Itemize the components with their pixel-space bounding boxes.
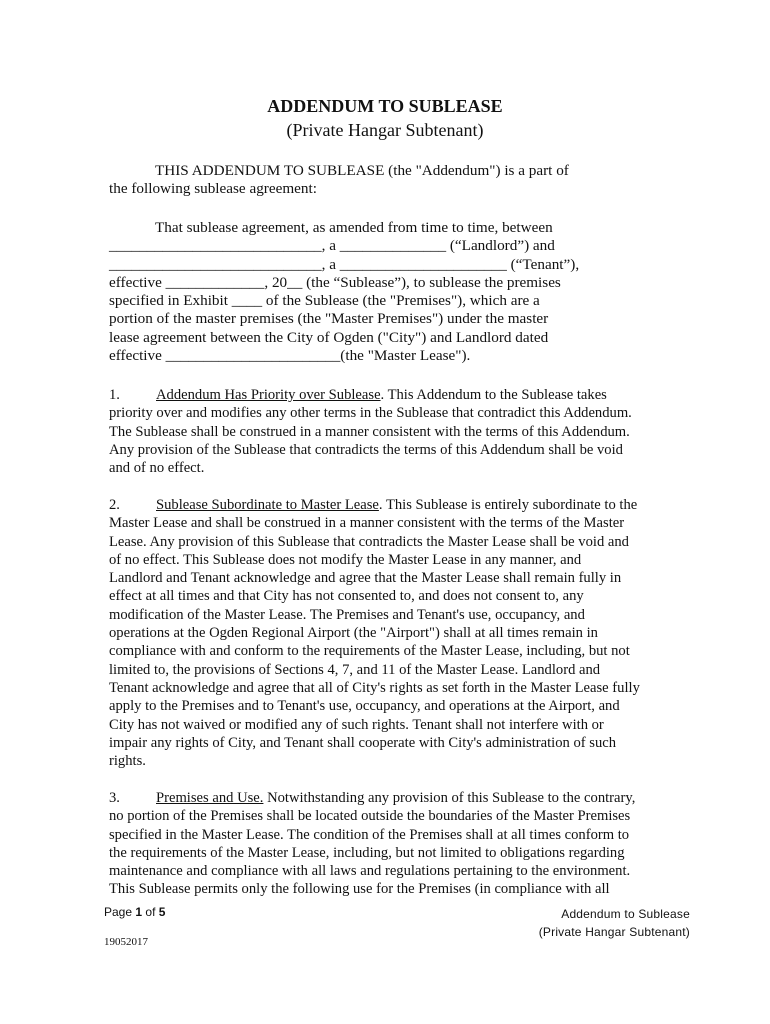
section-line: Lease. Any provision of this Sublease that contradicts the Master Lease shall be void and [109, 533, 629, 550]
section-line: priority over and modifies any other terms in the Sublease that contradict this Addendum. [109, 405, 632, 422]
page-indicator [104, 905, 165, 919]
intro-line: THIS ADDENDUM TO SUBLEASE (the "Addendum") is a part of [155, 162, 569, 179]
section-line: no portion of the Premises shall be located outside the boundaries of the Master Premises [109, 808, 631, 825]
parties-paragraph [109, 219, 669, 365]
section-line: This Sublease permits only the following use for the Premises (in compliance with all [109, 881, 610, 898]
parties-line: portion of the master premises (the "Master Premises") under the master [109, 310, 549, 328]
section-line: rights. [109, 753, 146, 770]
section-line: the requirements of the Master Lease, including, but not limited to obligations regarding [109, 844, 625, 861]
section-line: operations at the Ogden Regional Airport (the "Airport") shall at all times remain in [109, 625, 598, 642]
section-line: modification of the Master Lease. The Premises and Tenant's use, occupancy, and [109, 606, 585, 623]
parties-line: specified in Exhibit ____ of the Sublease (the "Premises"), which are a [109, 292, 540, 310]
section-1 [109, 386, 669, 477]
section-heading: Addendum Has Priority over Sublease [156, 387, 381, 403]
section-line: Tenant acknowledge and agree that all of City's rights as set forth in the Master Lease fully [109, 679, 640, 696]
section-2 [109, 496, 669, 770]
section-heading: Premises and Use. [156, 790, 264, 806]
section-number: 1. [109, 387, 120, 403]
section-line: of no effect. This Sublease does not modify the Master Lease in any manner, and [109, 551, 582, 568]
section-line: effect at all times and that City has not consented to, and does not consent to, any [109, 588, 584, 605]
parties-line: ____________________________, a ______________________ (“Tenant”), [109, 255, 580, 273]
section-line: City has not waived or modified any of such rights. Tenant shall not interfere with or [109, 716, 604, 733]
section-line: Landlord and Tenant acknowledge and agree that the Master Lease shall remain fully in [109, 570, 622, 587]
section-text: . This Sublease is entirely subordinate to the [378, 497, 638, 513]
footer-title-line: Addendum to Sublease [561, 907, 690, 921]
footer-running-title [539, 905, 690, 941]
parties-line: effective _______________________(the "Master Lease"). [109, 347, 471, 365]
section-line: specified in the Master Lease. The condition of the Premises shall at all times conform to [109, 826, 630, 843]
document-subtitle: (Private Hangar Subtenant) [286, 120, 484, 140]
section-line: Any provision of the Sublease that contradicts the terms of this Addendum shall be void [109, 441, 623, 458]
parties-line: That sublease agreement, as amended from time to time, between [155, 219, 553, 236]
section-heading: Sublease Subordinate to Master Lease [156, 497, 379, 513]
section-text: Notwithstanding any provision of this Sublease to the contrary, [263, 790, 636, 806]
document-title: ADDENDUM TO SUBLEASE [267, 96, 503, 116]
page-word: Page [104, 905, 133, 919]
section-3 [109, 789, 669, 899]
parties-line: effective _____________, 20__ (the “Sublease”), to sublease the premises [109, 273, 561, 291]
section-number: 2. [109, 497, 120, 513]
section-line: Master Lease and shall be construed in a manner consistent with the terms of the Master [109, 515, 625, 532]
document-number: 19052017 [104, 936, 148, 948]
footer-subtitle-line: (Private Hangar Subtenant) [538, 925, 690, 939]
intro-paragraph [109, 162, 669, 199]
parties-line: ____________________________, a ______________ (“Landlord”) and [109, 237, 555, 255]
section-line: limited to, the provisions of Sections 4, 7, and 11 of the Master Lease. Landlord and [109, 661, 601, 678]
section-line: maintenance and compliance with all laws and regulations pertaining to the environment. [109, 863, 631, 880]
section-line: impair any rights of City, and Tenant shall cooperate with City's administration of such [109, 734, 617, 751]
section-line: The Sublease shall be construed in a manner consistent with the terms of this Addendum. [109, 423, 630, 440]
page-number: 1 [135, 905, 143, 919]
page-total: 5 [158, 905, 166, 919]
section-line: compliance with and conform to the requirements of the Master Lease, including, but not [109, 643, 630, 660]
intro-line: the following sublease agreement: [109, 180, 317, 198]
section-number: 3. [109, 790, 120, 806]
section-line: apply to the Premises and to Tenant's use, occupancy, and operations at the Airport, and [109, 698, 620, 715]
parties-line: lease agreement between the City of Ogden ("City") and Landlord dated [109, 328, 549, 346]
section-line: and of no effect. [109, 460, 205, 477]
section-text: . This Addendum to the Sublease takes [380, 387, 607, 403]
of-word: of [145, 905, 156, 919]
